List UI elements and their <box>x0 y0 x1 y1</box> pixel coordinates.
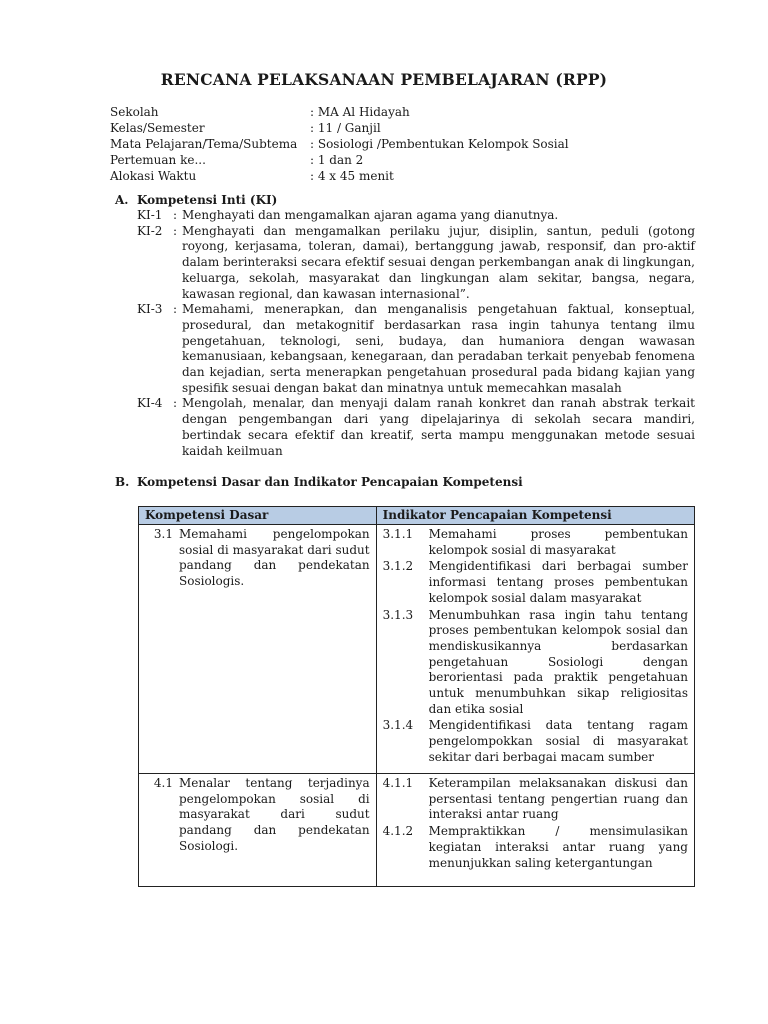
column-header-kd: Kompetensi Dasar <box>139 507 377 525</box>
indicator-item <box>383 559 688 606</box>
ki-item <box>137 208 695 224</box>
section-title: Kompetensi Inti (KI) <box>137 193 278 207</box>
info-value: : Sosiologi /Pembentukan Kelompok Sosial <box>310 137 569 151</box>
ki-text: Mengolah, menalar, dan menyaji dalam ranah konkret dan ranah abstrak terkait dengan pengembangan dari yang dipelajarinya di sekolah secara mandiri, bertindak secara efektif dan kreatif, serta mampu menggunakan metode sesuai kaidah keilmuan <box>182 396 695 458</box>
section-heading <box>115 474 695 490</box>
page-title: RENCANA PELAKSANAAN PEMBELAJARAN (RPP) <box>160 70 608 89</box>
indicator-number: 3.1.1 <box>382 527 414 541</box>
ki-text: Menghayati dan mengamalkan ajaran agama yang dianutnya. <box>182 208 559 222</box>
info-label: Mata Pelajaran/Tema/Subtema <box>110 137 298 151</box>
indicator-number: 3.1.4 <box>382 718 414 733</box>
section-heading <box>115 192 695 208</box>
indicator-number: 4.1.2 <box>382 824 414 839</box>
info-row-time <box>110 168 710 184</box>
ki-colon: : <box>173 396 178 411</box>
info-row-school <box>110 104 710 120</box>
indicator-number: 3.1.3 <box>382 607 414 622</box>
info-value: : 1 dan 2 <box>310 153 364 167</box>
competence-table <box>138 506 695 887</box>
info-value: : 4 x 45 menit <box>310 169 394 183</box>
info-value: : 11 / Ganjil <box>310 121 381 135</box>
indicator-number: 4.1.1 <box>382 776 414 790</box>
indicator-item <box>383 608 688 718</box>
kd-cell <box>139 525 377 774</box>
kd-text: Menalar tentang terjadinya pengelompokan sosial di masyarakat dari sudut pandang dan pendekatan Sosiologi. <box>179 776 370 853</box>
ki-colon: : <box>173 223 178 238</box>
ki-text: Memahami, menerapkan, dan menganalisis pengetahuan faktual, konseptual, prosedural, dan metakognitif berdasarkan rasa ingin tahunya tentang ilmu pengetahuan, teknologi, seni, budaya, dan humaniora dengan wawasan kemanusiaan, kebangsaan, kenegaraan, dan peradaban terkait penyebab fenomena dan kejadian, serta menerapkan pengetahuan prosedural pada bidang kajian yang spesifik sesuai dengan bakat dan minatnya untuk memecahkan masalah <box>182 302 695 395</box>
section-letter: B. <box>115 475 130 489</box>
info-row-meeting <box>110 152 710 168</box>
ki-colon: : <box>173 302 178 317</box>
info-value: : MA Al Hidayah <box>310 105 410 119</box>
kd-text: Memahami pengelompokan sosial di masyarakat dari sudut pandang dan pendekatan Sosiologis. <box>179 527 370 589</box>
indicator-number: 3.1.2 <box>382 559 414 574</box>
ki-text: Menghayati dan mengamalkan perilaku jujur, disiplin, santun, peduli (gotong royong, kerjasama, toleran, damai), bertanggung jawab, responsif, dan pro-aktif dalam berinteraksi secara efektif sesuai dengan perkembangan anak di lingkungan, keluarga, sekolah, masyarakat dan lingkungan alam sekitar, bangsa, negara, kawasan regional, dan kawasan internasional”. <box>182 223 695 301</box>
info-label: Kelas/Semester <box>110 121 205 135</box>
ki-item <box>137 302 695 396</box>
table-row <box>139 774 695 887</box>
ki-label: KI-1 <box>137 208 163 222</box>
indicator-item <box>383 527 688 558</box>
kd-item <box>145 776 370 855</box>
identity-block <box>110 104 710 184</box>
indicator-item <box>383 776 688 823</box>
indicator-item <box>383 718 688 765</box>
table-row <box>139 525 695 774</box>
indicator-cell <box>376 525 694 774</box>
indicator-text: Keterampilan melaksanakan diskusi dan persentasi tentang pengertian ruang dan interaksi antar ruang <box>428 776 688 822</box>
ki-item <box>137 396 695 459</box>
section-title: Kompetensi Dasar dan Indikator Pencapaian Kompetensi <box>137 475 523 489</box>
ki-label: KI-3 <box>137 302 163 317</box>
ki-label: KI-2 <box>137 223 163 238</box>
info-label: Sekolah <box>110 105 159 119</box>
kd-item <box>145 527 370 590</box>
section-core-competence <box>115 192 695 459</box>
ki-colon: : <box>173 208 178 222</box>
ki-label: KI-4 <box>137 396 163 411</box>
table-header-row <box>139 507 695 525</box>
section-letter: A. <box>115 193 129 207</box>
indicator-text: Mengidentifikasi data tentang ragam pengelompokkan sosial di masyarakat sekitar dari berbagai macam sumber <box>428 718 688 764</box>
info-row-class <box>110 120 710 136</box>
indicator-cell <box>376 774 694 887</box>
kd-cell <box>139 774 377 887</box>
indicator-text: Mempraktikkan / mensimulasikan kegiatan interaksi antar ruang yang menunjukkan saling ketergantungan <box>428 824 688 870</box>
info-label: Pertemuan ke... <box>110 153 206 167</box>
ki-item <box>137 224 695 303</box>
kd-number: 3.1 <box>153 527 173 541</box>
indicator-text: Memahami proses pembentukan kelompok sosial di masyarakat <box>428 527 688 557</box>
info-row-subject <box>110 136 710 152</box>
indicator-text: Menumbuhkan rasa ingin tahu tentang proses pembentukan kelompok sosial dan mendiskusikannya berdasarkan pengetahuan Sosiologi dengan berorientasi pada praktik pengetahuan untuk menumbuhkan sikap religiositas dan etika sosial <box>428 607 688 716</box>
indicator-item <box>383 824 688 871</box>
kd-number: 4.1 <box>153 776 173 790</box>
indicator-text: Mengidentifikasi dari berbagai sumber informasi tentang proses pembentukan kelompok sosial dalam masyarakat <box>428 559 688 605</box>
section-basic-competence <box>115 474 695 490</box>
column-header-indicator: Indikator Pencapaian Kompetensi <box>376 507 694 525</box>
info-label: Alokasi Waktu <box>110 169 197 183</box>
